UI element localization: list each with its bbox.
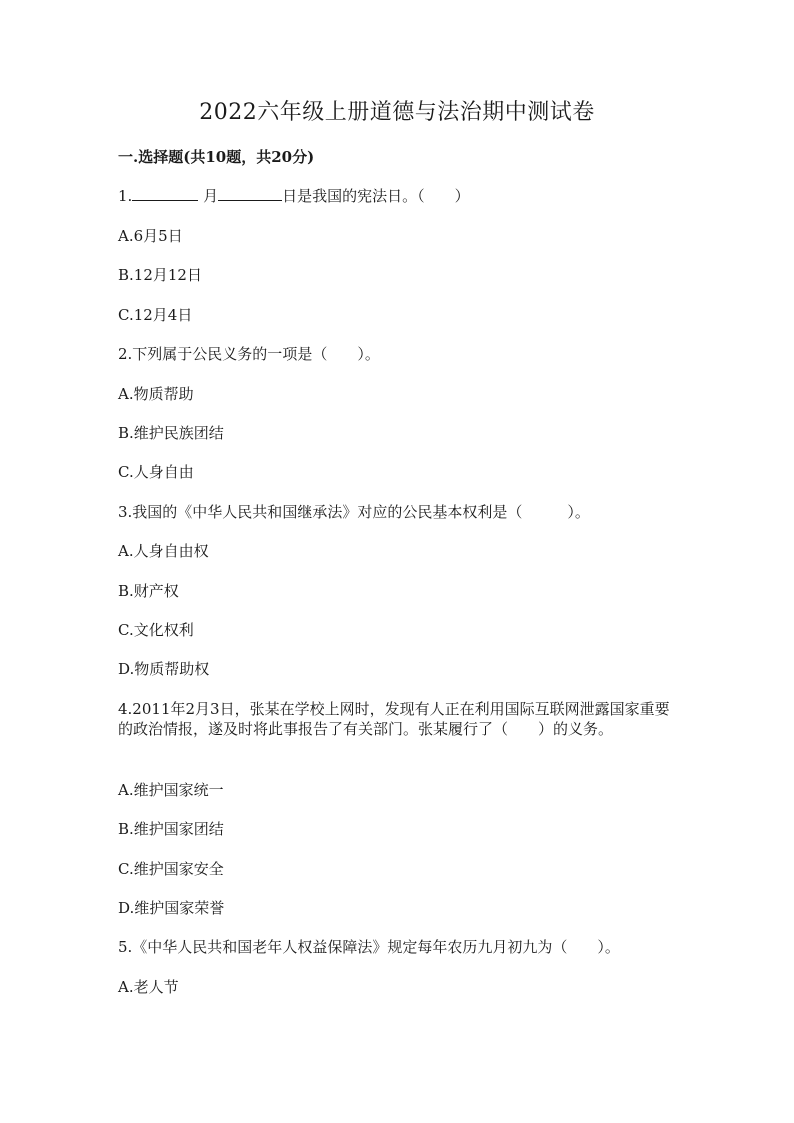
section-heading: 一.选择题(共10题，共20分) [118, 148, 315, 166]
question-1-option-c: C.12月4日 [118, 306, 193, 324]
question-4-option-c: C.维护国家安全 [118, 860, 224, 878]
page-title: 2022六年级上册道德与法治期中测试卷 [199, 100, 595, 125]
question-2-option-a: A.物质帮助 [118, 385, 194, 403]
question-5-option-a: A.老人节 [118, 978, 179, 996]
question-3-option-c: C.文化权利 [118, 621, 194, 639]
question-1-stem [118, 186, 470, 206]
question-5-stem: 5.《中华人民共和国老年人权益保障法》规定每年农历九月初九为（ ）。 [118, 938, 620, 956]
question-4-stem: 4.2011年2月3日，张某在学校上网时，发现有人正在利用国际互联网泄露国家重要的政治情报，遂及时将此事报告了有关部门。张某履行了（ ）的义务。 [118, 700, 670, 738]
question-3-stem: 3.我国的《中华人民共和国继承法》对应的公民基本权利是（ ）。 [118, 503, 590, 521]
question-4-option-a: A.维护国家统一 [118, 781, 224, 799]
question-1-tail: 日是我国的宪法日。（ ） [282, 187, 470, 205]
question-3-option-b: B.财产权 [118, 582, 179, 600]
question-1-number: 1. [118, 187, 133, 205]
question-2-option-b: B.维护民族团结 [118, 424, 224, 442]
question-3-option-a: A.人身自由权 [118, 542, 209, 560]
question-3-option-d: D.物质帮助权 [118, 660, 210, 678]
question-2-option-c: C.人身自由 [118, 463, 194, 481]
question-1-blank-1 [132, 186, 198, 201]
question-1-option-a: A.6月5日 [118, 227, 183, 245]
question-1-blank-2 [218, 186, 282, 201]
question-4-option-b: B.维护国家团结 [118, 820, 224, 838]
question-2-stem: 2.下列属于公民义务的一项是（ ）。 [118, 345, 380, 363]
question-1-option-b: B.12月12日 [118, 266, 202, 284]
question-4-option-d: D.维护国家荣誉 [118, 899, 225, 917]
question-1-month: 月 [198, 187, 219, 205]
